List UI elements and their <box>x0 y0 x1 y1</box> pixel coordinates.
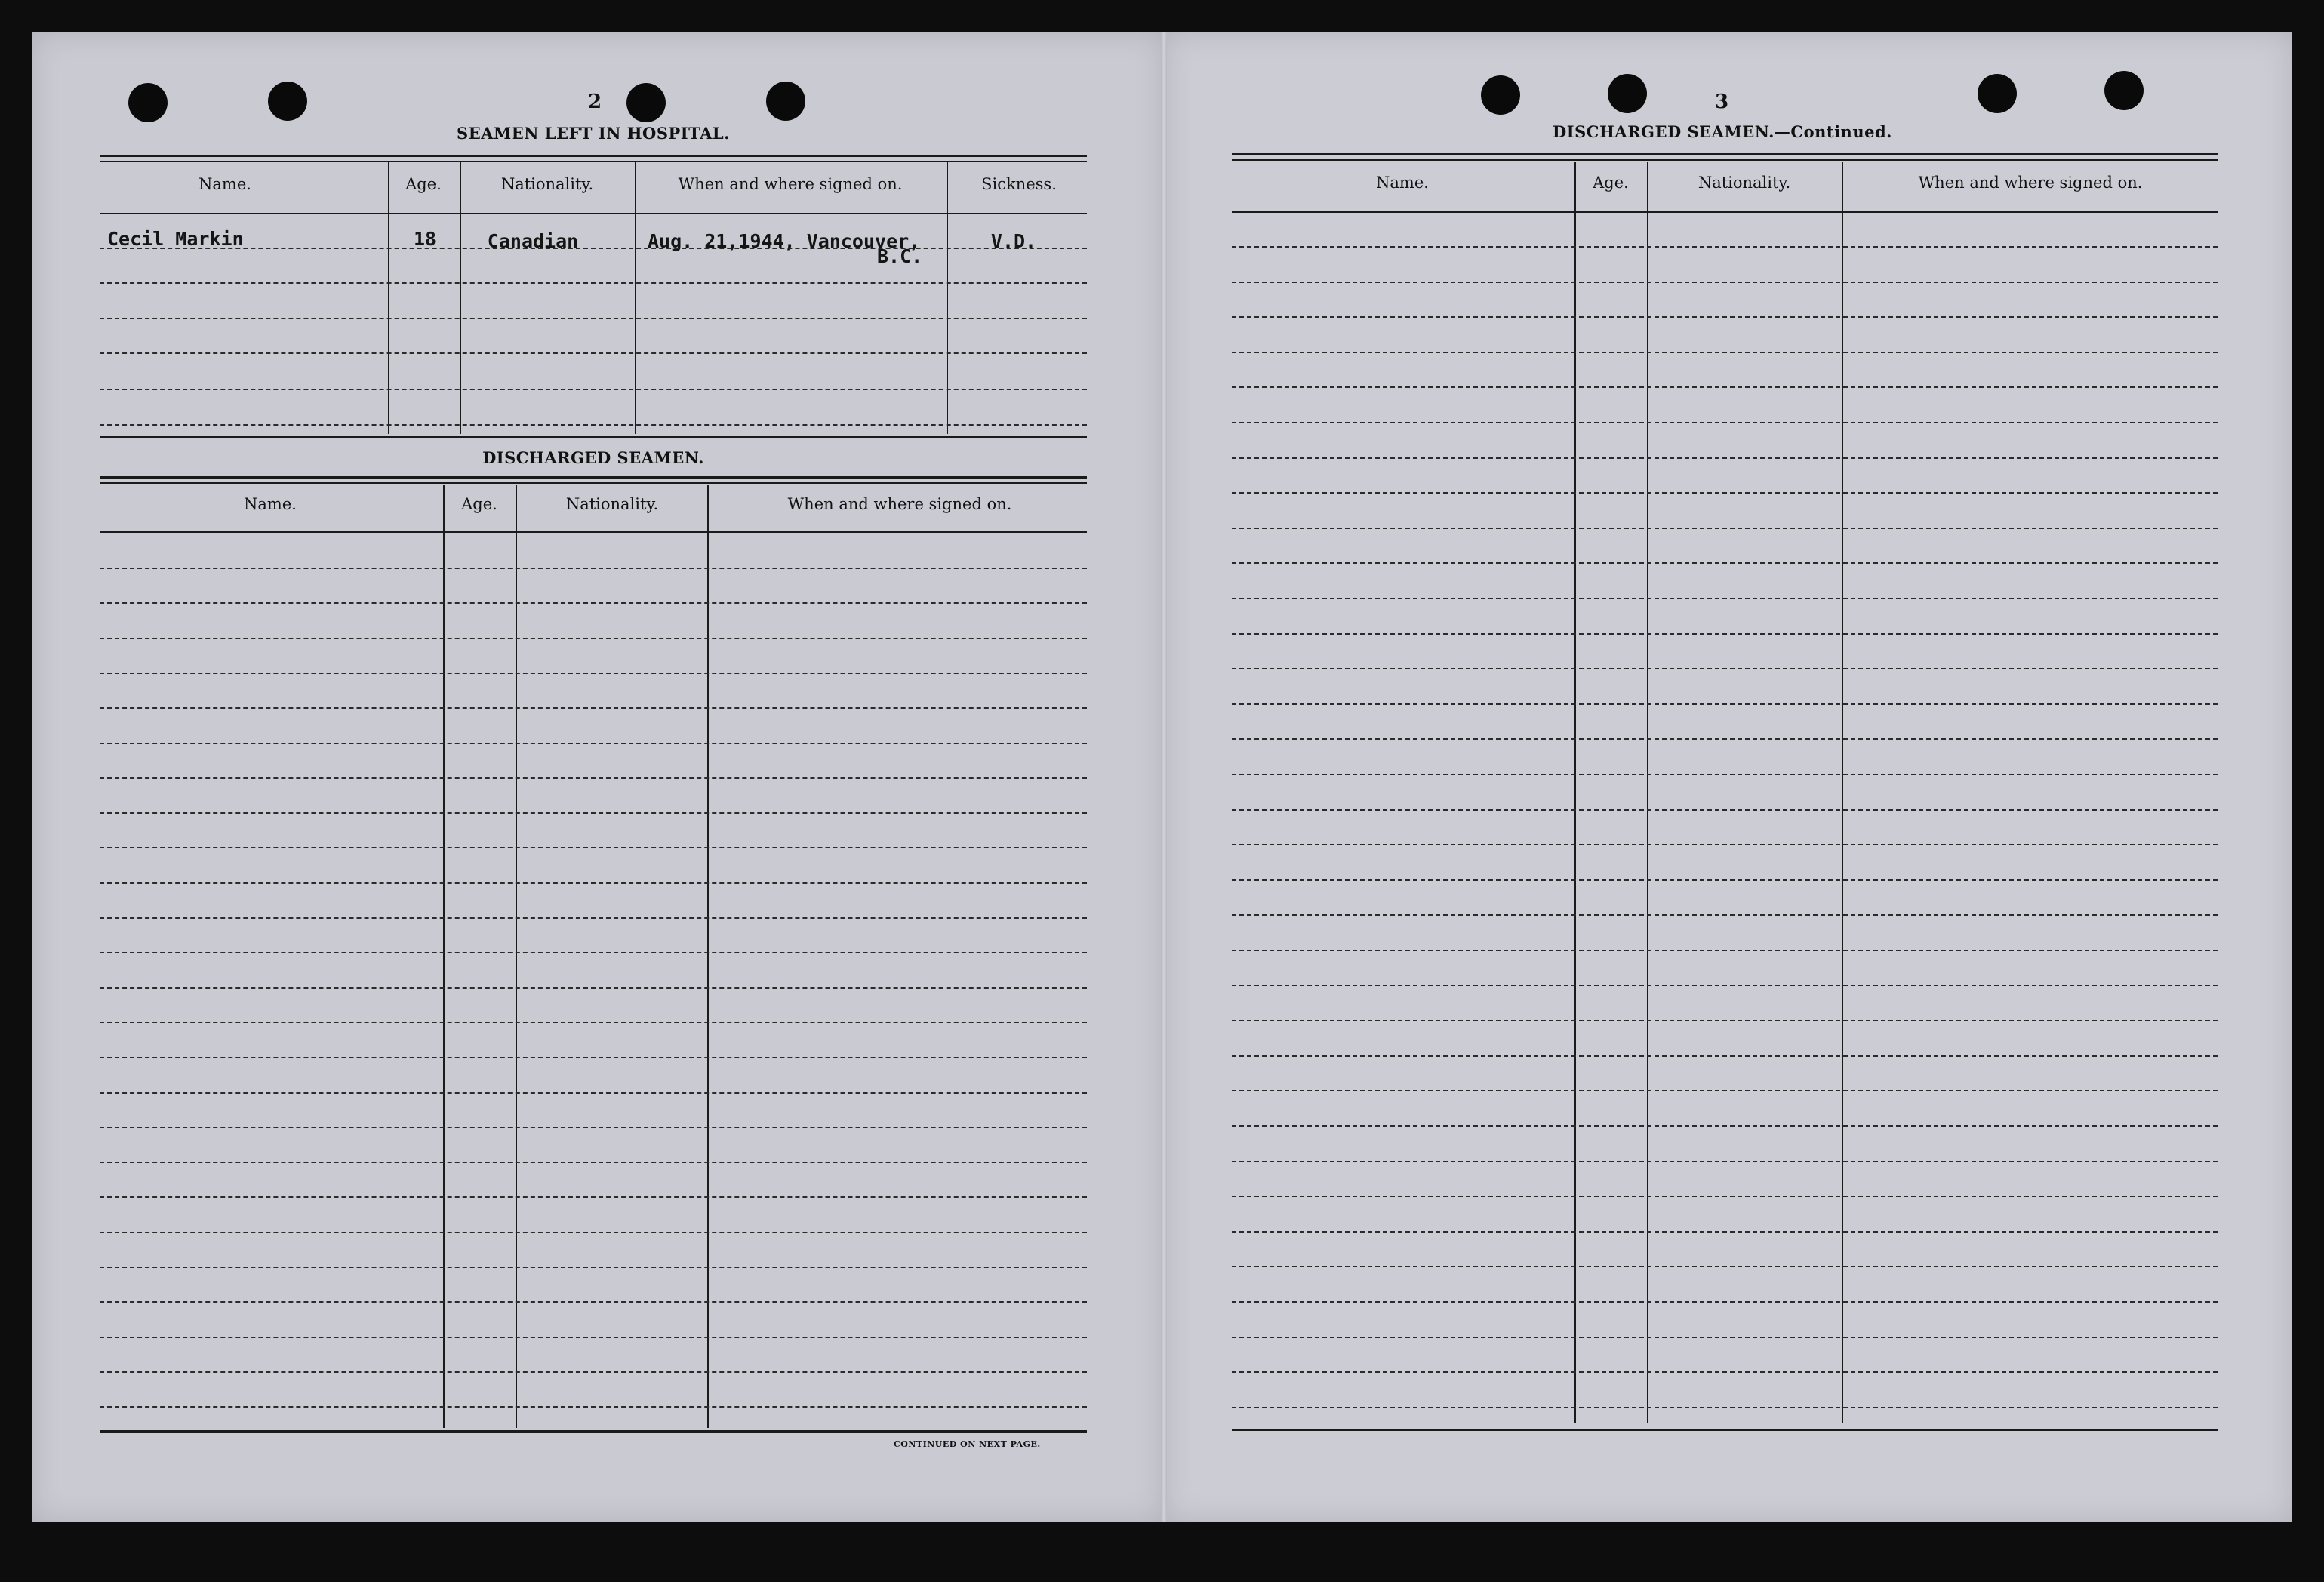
punch-hole <box>128 83 168 122</box>
row-line <box>1232 809 2218 811</box>
row-line <box>100 1057 1087 1058</box>
row-line <box>100 1127 1087 1128</box>
column-divider <box>443 485 445 1428</box>
row-line <box>1232 914 2218 916</box>
hospital-row-signed-on-cont: B.C. <box>877 245 923 267</box>
page-number: 2 <box>588 91 603 113</box>
row-line <box>1232 879 2218 881</box>
row-line <box>1232 598 2218 599</box>
row-line <box>1232 1125 2218 1127</box>
row-line <box>1232 774 2218 775</box>
row-line <box>1232 422 2218 423</box>
row-line <box>100 424 1087 426</box>
row-line <box>1232 703 2218 705</box>
row-line <box>100 1232 1087 1233</box>
row-line <box>100 1267 1087 1268</box>
row-line <box>1232 985 2218 986</box>
hospital-row-signed-on: Aug. 21,1944, Vancouver, <box>648 230 921 252</box>
column-divider <box>635 162 636 434</box>
column-divider <box>947 162 948 434</box>
row-line <box>100 952 1087 953</box>
row-line <box>1232 633 2218 635</box>
table-bottom-rule <box>100 1430 1087 1433</box>
right-page <box>1164 32 2292 1522</box>
punch-hole <box>2104 71 2144 110</box>
table-rule <box>100 161 1087 162</box>
hospital-row-name: Cecil Markin <box>107 228 244 250</box>
column-divider <box>1574 162 1576 1423</box>
column-header-age: Age. <box>1593 174 1629 192</box>
page-gutter <box>1161 32 1167 1522</box>
row-line <box>100 1022 1087 1023</box>
punch-hole <box>1978 74 2017 113</box>
column-header-nationality: Nationality. <box>1698 174 1791 192</box>
column-divider <box>388 162 389 434</box>
row-line <box>100 1092 1087 1094</box>
table-bottom-rule <box>1232 1429 2218 1431</box>
row-line <box>100 743 1087 744</box>
section-title-hospital: SEAMEN LEFT IN HOSPITAL. <box>457 124 730 143</box>
row-line <box>1232 844 2218 845</box>
row-line <box>1232 492 2218 494</box>
row-line <box>100 318 1087 319</box>
column-header-signed-on: When and where signed on. <box>787 495 1012 513</box>
row-line <box>100 1406 1087 1408</box>
column-divider <box>1842 162 1843 1423</box>
row-line <box>100 638 1087 639</box>
row-line <box>1232 668 2218 669</box>
row-line <box>100 707 1087 709</box>
column-divider <box>460 162 461 434</box>
table-rule <box>100 155 1087 157</box>
column-header-age: Age. <box>461 495 497 513</box>
column-header-nationality: Nationality. <box>565 495 659 513</box>
row-line <box>1232 528 2218 529</box>
column-divider <box>1647 162 1648 1423</box>
row-line <box>1232 950 2218 951</box>
punch-hole <box>766 82 805 121</box>
row-line <box>1232 1337 2218 1338</box>
row-line <box>1232 1266 2218 1267</box>
hospital-row-sickness: V.D. <box>990 230 1037 252</box>
row-line <box>1232 246 2218 248</box>
row-line <box>1232 1020 2218 1021</box>
row-line <box>1232 282 2218 283</box>
row-line <box>1232 1090 2218 1091</box>
row-line <box>1232 562 2218 564</box>
row-line <box>100 917 1087 919</box>
column-header-signed-on: When and where signed on. <box>1918 174 2143 192</box>
table-bottom-rule <box>100 436 1087 438</box>
table-rule <box>1232 159 2218 161</box>
punch-hole <box>626 83 666 122</box>
row-line <box>100 1371 1087 1373</box>
row-line <box>1232 1407 2218 1408</box>
row-line <box>100 882 1087 884</box>
row-line <box>100 777 1087 779</box>
punch-hole <box>268 82 307 121</box>
column-header-age: Age. <box>405 175 442 193</box>
column-header-nationality: Nationality. <box>500 175 594 193</box>
row-line <box>100 1196 1087 1198</box>
row-line <box>1232 352 2218 353</box>
continued-footer: CONTINUED ON NEXT PAGE. <box>894 1439 1041 1449</box>
row-line <box>1232 1301 2218 1303</box>
row-line <box>1232 1371 2218 1373</box>
row-line <box>100 248 1087 249</box>
row-line <box>100 847 1087 848</box>
table-rule <box>100 482 1087 484</box>
row-line <box>100 812 1087 814</box>
row-line <box>1232 316 2218 318</box>
hospital-row-nationality: Canadian <box>487 230 579 252</box>
column-header-signed-on: When and where signed on. <box>678 175 903 193</box>
header-rule <box>1232 211 2218 213</box>
row-line <box>100 282 1087 284</box>
row-line <box>1232 457 2218 459</box>
row-line <box>100 389 1087 390</box>
row-line <box>100 568 1087 569</box>
row-line <box>1232 738 2218 740</box>
row-line <box>1232 1231 2218 1233</box>
row-line <box>100 352 1087 354</box>
row-line <box>100 1301 1087 1303</box>
row-line <box>1232 386 2218 388</box>
hospital-row-age: 18 <box>413 228 437 250</box>
row-line <box>1232 1161 2218 1162</box>
column-header-sickness: Sickness. <box>981 175 1057 193</box>
table-rule <box>100 476 1087 479</box>
table-rule <box>1232 153 2218 155</box>
row-line <box>100 1162 1087 1163</box>
section-title-discharged: DISCHARGED SEAMEN. <box>482 448 704 467</box>
section-title-discharged-continued: DISCHARGED SEAMEN.—Continued. <box>1553 122 1892 141</box>
punch-hole <box>1608 74 1647 113</box>
header-rule <box>100 531 1087 533</box>
page-number: 3 <box>1715 91 1730 113</box>
punch-hole <box>1481 75 1520 115</box>
row-line <box>100 673 1087 674</box>
column-divider <box>707 485 709 1428</box>
column-header-name: Name. <box>199 175 251 193</box>
column-header-name: Name. <box>1376 174 1429 192</box>
row-line <box>100 602 1087 604</box>
column-header-name: Name. <box>244 495 297 513</box>
row-line <box>1232 1055 2218 1057</box>
row-line <box>100 1337 1087 1338</box>
row-line <box>100 987 1087 989</box>
row-line <box>1232 1196 2218 1197</box>
column-divider <box>516 485 517 1428</box>
header-rule <box>100 213 1087 214</box>
